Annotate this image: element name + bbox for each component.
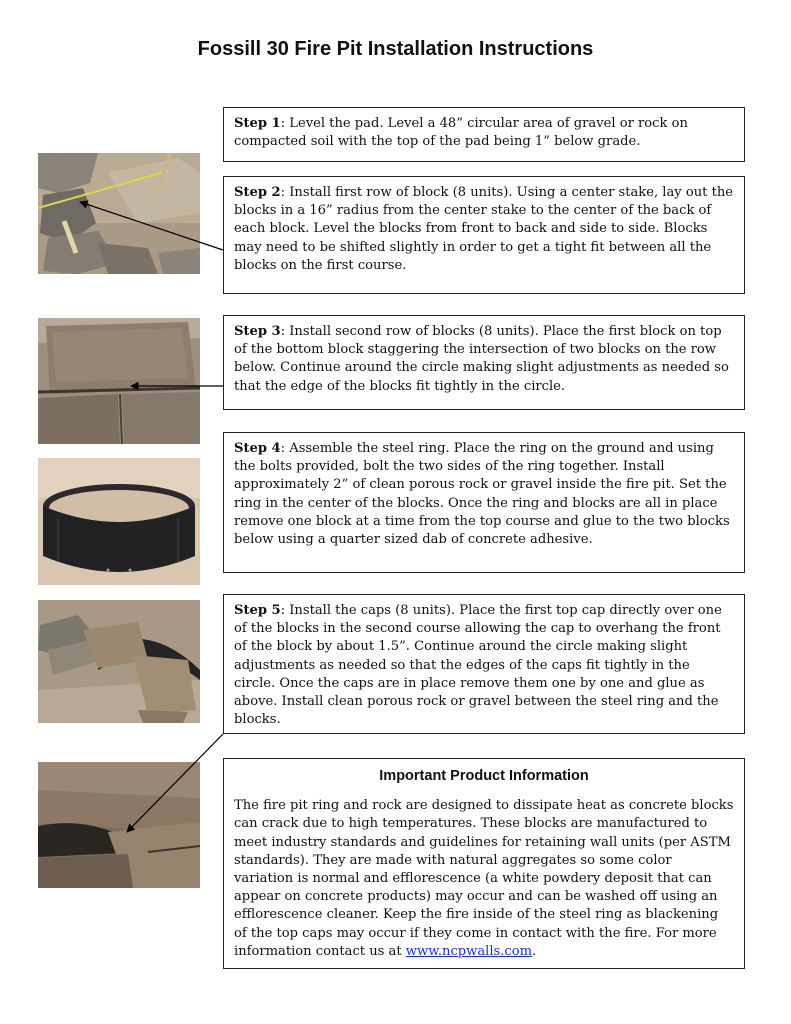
product-info-body: The fire pit ring and rock are designed to dissipate heat as concrete blocks can crack due to high temperatures. These blocks are manufactured to meet industry standards and guidelines for retaining wall units (per ASTM standards). They are made with natural aggregates so some color variation is normal and efflorescence (a white powdery deposit that can appear on concrete products) may occur and can be washed off using an efflorescence cleaner. Keep the fire inside of the steel ring as blackening of the top caps may occur if they come in contact with the fire. For more information contact us at (234, 798, 734, 959)
step-5-label: Step 5 (234, 603, 281, 618)
step-3-label: Step 3 (234, 324, 281, 339)
step-2-box (223, 176, 745, 294)
step-2-label: Step 2 (234, 185, 281, 200)
step-4-box (223, 432, 745, 573)
photo-caps (38, 600, 200, 723)
product-info-heading: Important Product Information (379, 768, 589, 784)
product-info-end: . (532, 943, 537, 959)
page-title: Fossill 30 Fire Pit Installation Instructions (197, 38, 594, 60)
photo-first-course (38, 153, 200, 274)
website-link[interactable]: www.ncpwalls.com (405, 943, 533, 959)
photo-cap-closeup (38, 762, 200, 888)
step-4-text: : Assemble the steel ring. Place the ring on the ground and using the bolts provided, bolt the two sides of the ring together. Install approximately 2” of clean porous rock or gravel inside the fire pit. Set the ring in the center of the blocks. Once the ring and blocks are all in place remove one block at a time from the top course and glue to the two blocks below using a quarter sized dab of concrete adhesive. (234, 441, 730, 548)
step-1-text: : Level the pad. Level a 48” circular area of gravel or rock on compacted soil with the top of the pad being 1” below grade. (234, 116, 688, 150)
step-2-text: : Install first row of block (8 units). Using a center stake, lay out the blocks in a 16” radius from the center stake to the center of the back of each block. Level the blocks from front to back and side to side. Blocks may need to be shifted slightly in order to get a tight fit between all the blocks on the first course. (234, 185, 734, 273)
step-3-box (223, 315, 745, 410)
step-4-label: Step 4 (234, 441, 281, 456)
step-3-text: : Install second row of blocks (8 units). Place the first block on top of the bottom block staggering the intersection of two blocks on the row below. Continue around the circle making slight adjustments as needed so that the edge of the blocks fit tightly in the circle. (234, 324, 729, 394)
photo-steel-ring (38, 458, 200, 585)
step-5-box (223, 594, 745, 734)
step-5-text: : Install the caps (8 units). Place the first top cap directly over one of the blocks in the second course allowing the cap to overhang the front of the block by about 1.5”. Continue around the circle making slight adjustments as needed so that the edges of the caps fit tightly in the circle. Once the caps are in place remove them one by one and glue as above. Install clean porous rock or gravel between the steel ring and the blocks. (234, 603, 722, 728)
product-info-box (223, 758, 745, 969)
step-1-box (223, 107, 745, 162)
photo-second-course (38, 318, 200, 444)
step-1-label: Step 1 (234, 116, 281, 131)
